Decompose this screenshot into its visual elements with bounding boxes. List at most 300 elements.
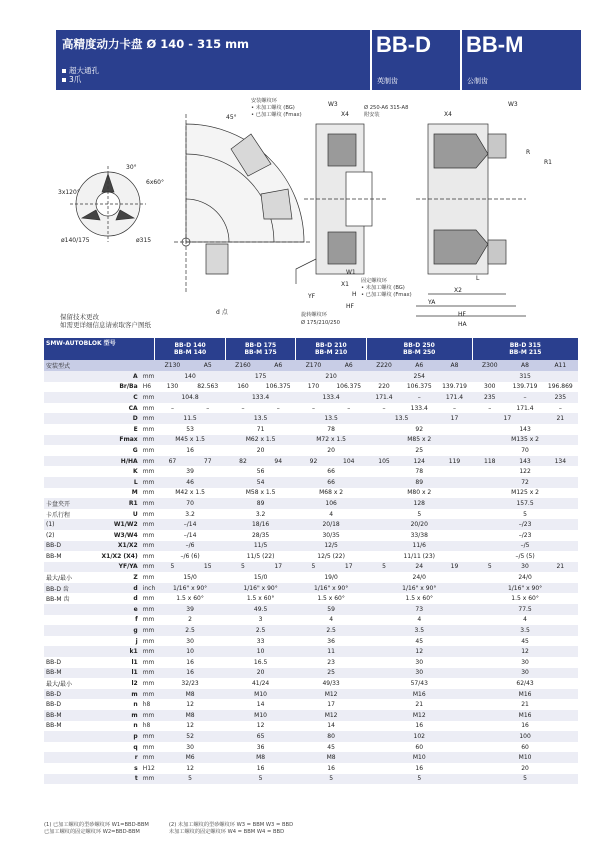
table-cell: 17 [437, 413, 472, 424]
table-row [44, 572, 578, 583]
table-cell: 3.5 [366, 625, 472, 636]
table-cell: M72 x 1.5 [296, 435, 367, 446]
table-cell: M80 x 2 [366, 488, 472, 499]
variant-bbd [370, 30, 460, 90]
table-cell: 56 [225, 466, 296, 477]
table-cell: 30 [155, 636, 226, 647]
table-cell: 70 [472, 445, 578, 456]
table-cell: 3.2 [225, 509, 296, 520]
row-unit: inch [142, 584, 155, 592]
table-cell: M16 [472, 710, 578, 721]
table-cell: M10 [472, 752, 578, 763]
table-cell: 143 [472, 424, 578, 435]
mount-type-cell: A8 [507, 360, 542, 371]
row-symbol: H/HA [92, 456, 140, 467]
dim-l: L [476, 275, 480, 282]
row-prefix: BB-D [44, 699, 92, 710]
row-prefix [44, 646, 92, 657]
table-cell: 73 [366, 604, 472, 615]
dim-x4-bbm: X4 [444, 111, 452, 118]
table-cell: 100 [472, 731, 578, 742]
row-prefix [44, 435, 92, 446]
dim-w1: W1 [346, 269, 356, 276]
row-unit: mm [142, 436, 155, 444]
row-symbol: k1 [92, 646, 140, 657]
dim-x4: X4 [341, 111, 349, 118]
table-cell: 12 [155, 699, 226, 710]
row-symbol: M [92, 488, 140, 499]
spec-table [44, 338, 578, 784]
table-cell: M10 [225, 689, 296, 700]
table-row [44, 498, 578, 509]
table-cell: 12 [366, 646, 472, 657]
row-prefix [44, 403, 92, 414]
model-group-header: BB-D 140 BB-M 140 [155, 338, 226, 360]
table-cell: –/14 [155, 519, 226, 530]
table-row [44, 456, 578, 467]
table-row [44, 615, 578, 626]
table-cell: –/23 [472, 530, 578, 541]
table-cell: –/5 [472, 541, 578, 552]
dim-3x120: 3x120° [58, 189, 80, 196]
table-cell: 57/43 [366, 678, 472, 689]
dim-d315: ø315 [136, 237, 152, 244]
table-cell: 21 [543, 413, 578, 424]
table-cell: 24/0 [472, 572, 578, 583]
row-prefix [44, 466, 92, 477]
table-row [44, 699, 578, 710]
row-prefix [44, 413, 92, 424]
table-cell: 65 [225, 731, 296, 742]
footnote: 未加工螺纹的固定螺纹环 W4 = BBM W4 = BBD [168, 829, 285, 835]
table-cell: 235 [472, 392, 507, 403]
table-cell: 102 [366, 731, 472, 742]
dim-d-point: d 点 [216, 309, 228, 316]
row-unit: mm [142, 574, 155, 582]
row-prefix [44, 382, 92, 393]
annotation-fix-ring-2: • 未加工螺纹 (BG) [251, 105, 295, 111]
table-cell: 21 [472, 699, 578, 710]
table-cell: 106.375 [402, 382, 437, 393]
row-symbol: j [92, 636, 140, 647]
table-cell: 5 [366, 509, 472, 520]
table-cell: 53 [155, 424, 226, 435]
table-cell: 1/16" x 90° [366, 583, 472, 594]
table-cell: 1/16" x 90° [472, 583, 578, 594]
table-cell: M16 [472, 689, 578, 700]
dim-d140-175: ø140/175 [61, 237, 90, 244]
table-cell: 210 [296, 371, 367, 382]
table-cell: 133.4 [225, 392, 296, 403]
row-unit: mm [142, 542, 155, 550]
table-cell: M12 [366, 710, 472, 721]
table-row [44, 509, 578, 520]
table-cell: 106.375 [331, 382, 366, 393]
model-group-header: BB-D 315 BB-M 215 [472, 338, 578, 360]
mount-type-cell: A8 [437, 360, 472, 371]
table-cell: 62/43 [472, 678, 578, 689]
table-cell: 5 [472, 774, 578, 785]
table-cell: – [507, 392, 542, 403]
table-cell: 30 [472, 668, 578, 679]
row-unit: mm [142, 754, 155, 762]
table-cell: 1/16" x 90° [155, 583, 226, 594]
table-cell: 16 [366, 721, 472, 732]
row-unit: mm [142, 425, 155, 433]
row-prefix: (1) [44, 519, 92, 530]
row-symbol: CA [92, 403, 140, 414]
table-row [44, 382, 578, 393]
table-cell: 33/38 [366, 530, 472, 541]
table-cell: M8 [155, 710, 226, 721]
table-cell: 220 [366, 382, 401, 393]
table-cell: 25 [296, 668, 367, 679]
row-unit: mm [142, 372, 155, 380]
bbd-cross-section [296, 124, 386, 284]
row-unit: mm [142, 521, 155, 529]
bbm-cross-section [416, 124, 526, 316]
bullet-icon [62, 78, 66, 82]
table-cell: 105 [366, 456, 401, 467]
table-cell: 175 [225, 371, 296, 382]
row-prefix [44, 731, 92, 742]
dim-hf: HF [346, 303, 354, 310]
row-symbol: n [92, 699, 140, 710]
table-cell: – [225, 403, 260, 414]
table-cell: – [155, 403, 190, 414]
table-cell: 16.5 [225, 657, 296, 668]
table-cell: 30 [366, 668, 472, 679]
table-cell: 36 [225, 742, 296, 753]
table-cell: 2.5 [296, 625, 367, 636]
table-cell: –/23 [472, 519, 578, 530]
table-cell: 16 [155, 657, 226, 668]
row-unit: mm [142, 563, 155, 571]
table-cell: M8 [296, 752, 367, 763]
table-cell: 23 [296, 657, 367, 668]
model-group-header: BB-D 210 BB-M 210 [296, 338, 367, 360]
row-unit: mm [142, 595, 155, 603]
table-cell: 12 [155, 721, 226, 732]
row-prefix: BB-M [44, 721, 92, 732]
table-cell: 21 [366, 699, 472, 710]
table-cell: 5 [296, 562, 331, 573]
table-cell: 20 [472, 763, 578, 774]
table-cell: 170 [296, 382, 331, 393]
row-unit: mm [142, 732, 155, 740]
table-row [44, 774, 578, 785]
table-cell: 11.5 [155, 413, 226, 424]
table-cell: 122 [472, 466, 578, 477]
table-row [44, 742, 578, 753]
annotation-fix-ring-1: 安装螺纹环 [251, 98, 277, 104]
mount-type-cell: A6 [331, 360, 366, 371]
row-prefix [44, 742, 92, 753]
annotation-fix2-3: • 已加工螺纹 (Fmax) [361, 292, 412, 298]
table-cell: 54 [225, 477, 296, 488]
page-title: 高精度动力卡盘 Ø 140 - 315 mm [62, 37, 250, 51]
table-cell: 17 [296, 699, 367, 710]
table-cell: 300 [472, 382, 507, 393]
row-unit: mm [142, 468, 155, 476]
row-symbol: K [92, 466, 140, 477]
variant-bbm-sub: 公制齿 [467, 77, 488, 85]
table-cell: M8 [225, 752, 296, 763]
table-cell: 104 [331, 456, 366, 467]
row-prefix: BB-M [44, 551, 92, 562]
table-cell: 3.5 [472, 625, 578, 636]
table-row [44, 721, 578, 732]
footnote: (2) 未加工螺纹的型砂螺纹环 W3 = BBM W3 = BBD [168, 822, 294, 828]
table-cell: M10 [225, 710, 296, 721]
row-symbol: D [92, 413, 140, 424]
table-cell: 130 [155, 382, 190, 393]
feature-item: 3爪 [62, 75, 99, 84]
feature-item: 超大通孔 [62, 66, 99, 75]
table-cell: 78 [296, 424, 367, 435]
table-cell: 13.5 [366, 413, 437, 424]
table-cell: 16 [366, 763, 472, 774]
table-cell: 124 [402, 456, 437, 467]
technical-drawing [56, 94, 581, 334]
table-cell: 106 [296, 498, 367, 509]
table-cell: – [437, 403, 472, 414]
table-cell: 70 [155, 498, 226, 509]
table-cell: 11/6 [366, 541, 472, 552]
variant-bbd-sub: 英制齿 [377, 77, 398, 85]
row-unit: mm [142, 531, 155, 539]
table-cell: 5 [296, 774, 367, 785]
table-cell: 171.4 [507, 403, 542, 414]
row-unit: H12 [142, 764, 155, 772]
row-prefix [44, 456, 92, 467]
variant-bbd-label: BB-D [376, 32, 431, 57]
row-prefix: BB-M 齿 [44, 593, 92, 604]
table-cell: – [402, 392, 437, 403]
row-symbol: W1/W2 [92, 519, 140, 530]
table-cell: 20 [225, 445, 296, 456]
dim-x1: X1 [341, 281, 349, 288]
row-unit: mm [142, 393, 155, 401]
table-cell: 60 [472, 742, 578, 753]
mount-type-cell: A6 [261, 360, 296, 371]
table-cell: 1.5 x 60° [296, 593, 367, 604]
table-cell: 24/0 [366, 572, 472, 583]
table-cell: 2 [155, 615, 226, 626]
table-cell: 1.5 x 60° [225, 593, 296, 604]
table-cell: 119 [437, 456, 472, 467]
table-cell: – [296, 403, 331, 414]
dim-45: 45° [226, 114, 237, 121]
table-cell: M8 [155, 689, 226, 700]
table-cell: 17 [261, 562, 296, 573]
table-cell: 5 [472, 562, 507, 573]
table-cell: 4 [296, 509, 367, 520]
table-cell: 78 [366, 466, 472, 477]
dim-h: H [352, 291, 357, 298]
row-unit: mm [142, 648, 155, 656]
table-cell: 15/0 [155, 572, 226, 583]
table-cell: –/5 (5) [472, 551, 578, 562]
row-symbol: m [92, 689, 140, 700]
row-prefix [44, 636, 92, 647]
table-cell: – [261, 403, 296, 414]
row-symbol: G [92, 445, 140, 456]
table-cell: 133.4 [402, 403, 437, 414]
annotation-fix2-1: 固定螺纹环 [361, 278, 387, 284]
row-prefix [44, 488, 92, 499]
table-row [44, 646, 578, 657]
table-cell: 80 [296, 731, 367, 742]
dim-ya: YA [428, 299, 436, 306]
table-cell: M68 x 2 [296, 488, 367, 499]
table-cell: 25 [366, 445, 472, 456]
table-cell: 1.5 x 60° [366, 593, 472, 604]
spec-table-body [44, 371, 578, 784]
variant-bbm-label: BB-M [466, 32, 524, 57]
row-prefix: BB-D [44, 657, 92, 668]
annotation-mount-1: Ø 250-A6 315-A8 [364, 105, 409, 111]
table-cell: – [366, 403, 401, 414]
row-unit: mm [142, 637, 155, 645]
row-symbol: L [92, 477, 140, 488]
table-cell: M12 [296, 689, 367, 700]
table-cell: 72 [472, 477, 578, 488]
table-cell: 15 [190, 562, 225, 573]
table-row [44, 519, 578, 530]
row-prefix [44, 445, 92, 456]
row-prefix [44, 392, 92, 403]
table-cell: 82 [225, 456, 260, 467]
row-symbol: m [92, 710, 140, 721]
model-group-header: BB-D 175 BB-M 175 [225, 338, 296, 360]
table-cell: 5 [155, 774, 226, 785]
table-cell: 46 [155, 477, 226, 488]
row-symbol: X1/X2 [92, 541, 140, 552]
table-cell: 49/33 [296, 678, 367, 689]
table-cell: 140 [155, 371, 226, 382]
row-prefix: 最大/最小 [44, 678, 92, 689]
row-unit: mm [142, 605, 155, 613]
table-cell: 36 [296, 636, 367, 647]
table-cell: 19/0 [296, 572, 367, 583]
table-row [44, 413, 578, 424]
table-cell: M125 x 2 [472, 488, 578, 499]
row-prefix: BB-D [44, 541, 92, 552]
table-cell: 45 [472, 636, 578, 647]
row-unit: mm [142, 690, 155, 698]
table-cell: 11/5 [225, 541, 296, 552]
row-unit: mm [142, 499, 155, 507]
table-row [44, 403, 578, 414]
table-cell: 24 [402, 562, 437, 573]
table-cell: 171.4 [366, 392, 401, 403]
row-symbol: Br/Ba [92, 382, 140, 393]
table-cell: 5 [472, 509, 578, 520]
table-cell: 89 [366, 477, 472, 488]
table-cell: 5 [225, 562, 260, 573]
table-cell: 4 [366, 615, 472, 626]
dim-30: 30° [126, 164, 137, 171]
table-cell: 92 [296, 456, 331, 467]
table-row [44, 583, 578, 594]
row-symbol: r [92, 752, 140, 763]
table-row [44, 477, 578, 488]
table-cell: M42 x 1.5 [155, 488, 226, 499]
table-cell: 3.2 [155, 509, 226, 520]
table-cell: 92 [366, 424, 472, 435]
row-prefix: 卡盘夹开 [44, 498, 92, 509]
row-unit: mm [142, 415, 155, 423]
table-cell: 254 [366, 371, 472, 382]
table-cell: M6 [155, 752, 226, 763]
table-cell: 2.5 [155, 625, 226, 636]
footnote: 已加工螺纹的固定螺纹环 W2=BBD-BBM [44, 829, 140, 835]
table-cell: 235 [543, 392, 578, 403]
technical-note [60, 313, 151, 329]
table-cell: 30 [155, 742, 226, 753]
dim-w3-bbm: W3 [508, 101, 518, 108]
mount-type-cell: A5 [190, 360, 225, 371]
table-cell: 66 [296, 477, 367, 488]
table-cell: 5 [366, 774, 472, 785]
table-row [44, 604, 578, 615]
table-cell: 14 [296, 721, 367, 732]
mount-type-cell: Z170 [296, 360, 331, 371]
table-cell: 16 [155, 668, 226, 679]
table-row [44, 541, 578, 552]
table-cell: 1/16" x 90° [296, 583, 367, 594]
row-unit: mm [142, 627, 155, 635]
table-cell: – [331, 403, 366, 414]
table-cell: 11/11 (23) [366, 551, 472, 562]
table-row [44, 625, 578, 636]
row-prefix [44, 752, 92, 763]
row-symbol: d [92, 583, 140, 594]
table-cell: 5 [225, 774, 296, 785]
table-row [44, 636, 578, 647]
row-symbol: A [92, 371, 140, 382]
row-symbol: t [92, 774, 140, 785]
table-cell: 171.4 [437, 392, 472, 403]
table-row [44, 763, 578, 774]
table-cell: 12/5 [296, 541, 367, 552]
row-symbol: Z [92, 572, 140, 583]
table-cell: 77.5 [472, 604, 578, 615]
annotation-mount-2: 附安装 [364, 112, 380, 118]
row-prefix: 最大/最小 [44, 572, 92, 583]
row-prefix [44, 562, 92, 573]
table-row [44, 731, 578, 742]
table-cell: 17 [472, 413, 543, 424]
table-cell: 21 [543, 562, 578, 573]
table-cell: 67 [155, 456, 190, 467]
table-cell: 28/35 [225, 530, 296, 541]
mount-type-cell: A6 [402, 360, 437, 371]
table-row [44, 424, 578, 435]
table-cell: 14 [225, 699, 296, 710]
table-cell: 45 [296, 742, 367, 753]
annotation-fix-ring-3: • 已加工螺纹 (Fmax) [251, 112, 302, 118]
table-row [44, 710, 578, 721]
table-cell: 59 [296, 604, 367, 615]
table-row [44, 371, 578, 382]
table-cell: 104.8 [155, 392, 226, 403]
row-symbol: YF/YA [92, 562, 140, 573]
table-cell: 20 [225, 668, 296, 679]
table-cell: 66 [296, 466, 367, 477]
dim-yf: YF [308, 293, 316, 300]
